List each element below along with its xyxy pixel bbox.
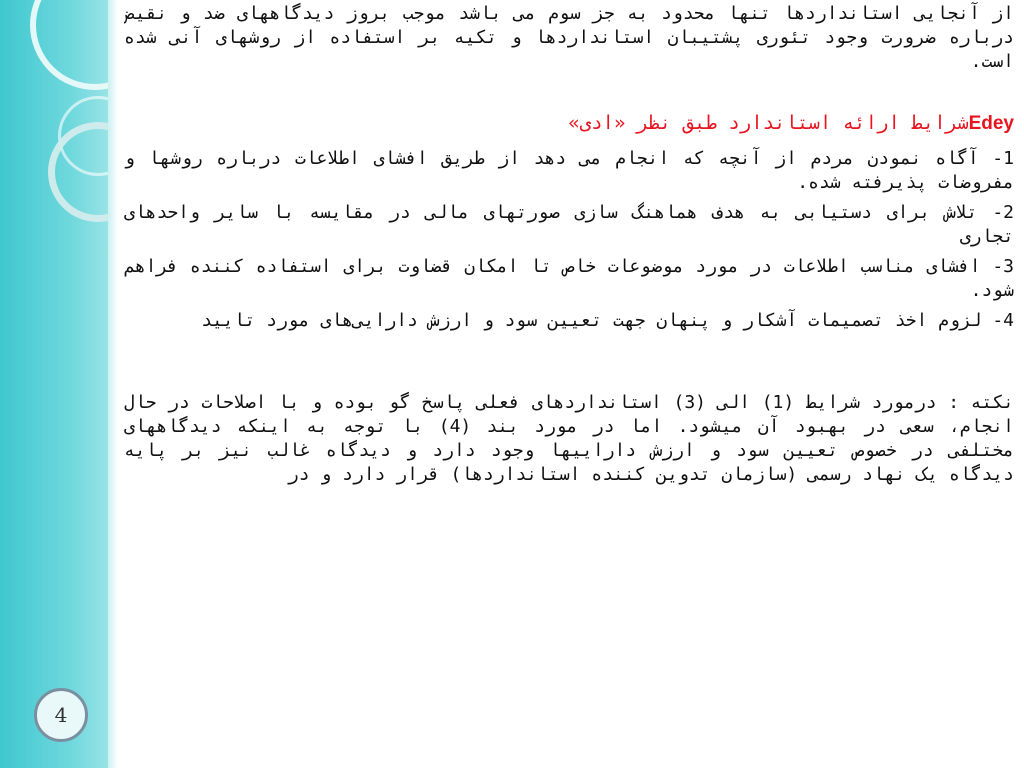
list-item: 4- لزوم اخذ تصمیمات آشکار و پنهان جهت تعیین سود و ارزش دارایی‌های مورد تایید bbox=[201, 310, 1014, 331]
heading-latin-name: Edey bbox=[968, 113, 1014, 134]
section-heading bbox=[124, 110, 1014, 137]
page-number-badge: 4 bbox=[34, 688, 88, 742]
heading-text: شرایط ارائه استاندارد طبق نظر «ادی» bbox=[568, 112, 969, 134]
list-item: 2- تلاش برای دستیابی به هدف هماهنگ سازی صورتهای مالی در مقایسه با سایر واحدهای تجاری bbox=[124, 202, 1014, 247]
note-paragraph: نکته : درمورد شرایط (1) الی (3) استانداردهای فعلی پاسخ گو بوده و با اصلاحات در حال انجام، سعی در بهبود آن میشود. اما در مورد بند (4) با توجه به اینکه دیدگاههای مختلفی در خصوص تعیین سود و ارزش داراییها وجود دارد و دیدگاه غالب نیز بر پایه دیدگاه یک نهاد رسمی (سازمان تدوین کننده استانداردها) قرار دارد و در bbox=[124, 392, 1014, 485]
list-item: 1- آگاه نمودن مردم از آنچه که انجام می دهد از طریق افشای اطلاعات درباره روشها و مفروضات پذیرفته شده. bbox=[124, 148, 1014, 193]
intro-paragraph: از آنجایی استانداردها تنها محدود به جز سوم می باشد موجب بروز دیدگاههای ضد و نقیض درباره ضرورت وجود تئوری پشتیبان استانداردها و تکیه بر استفاده از روشهای آنی شده است. bbox=[124, 3, 1014, 72]
list-item: 3- افشای مناسب اطلاعات در مورد موضوعات خاص تا امکان قضاوت برای استفاده کننده فراهم شود. bbox=[124, 256, 1014, 301]
decorative-side-panel bbox=[0, 0, 118, 768]
decorative-ring bbox=[30, 0, 118, 90]
panel-edge bbox=[108, 0, 118, 768]
slide-content bbox=[124, 0, 1014, 768]
